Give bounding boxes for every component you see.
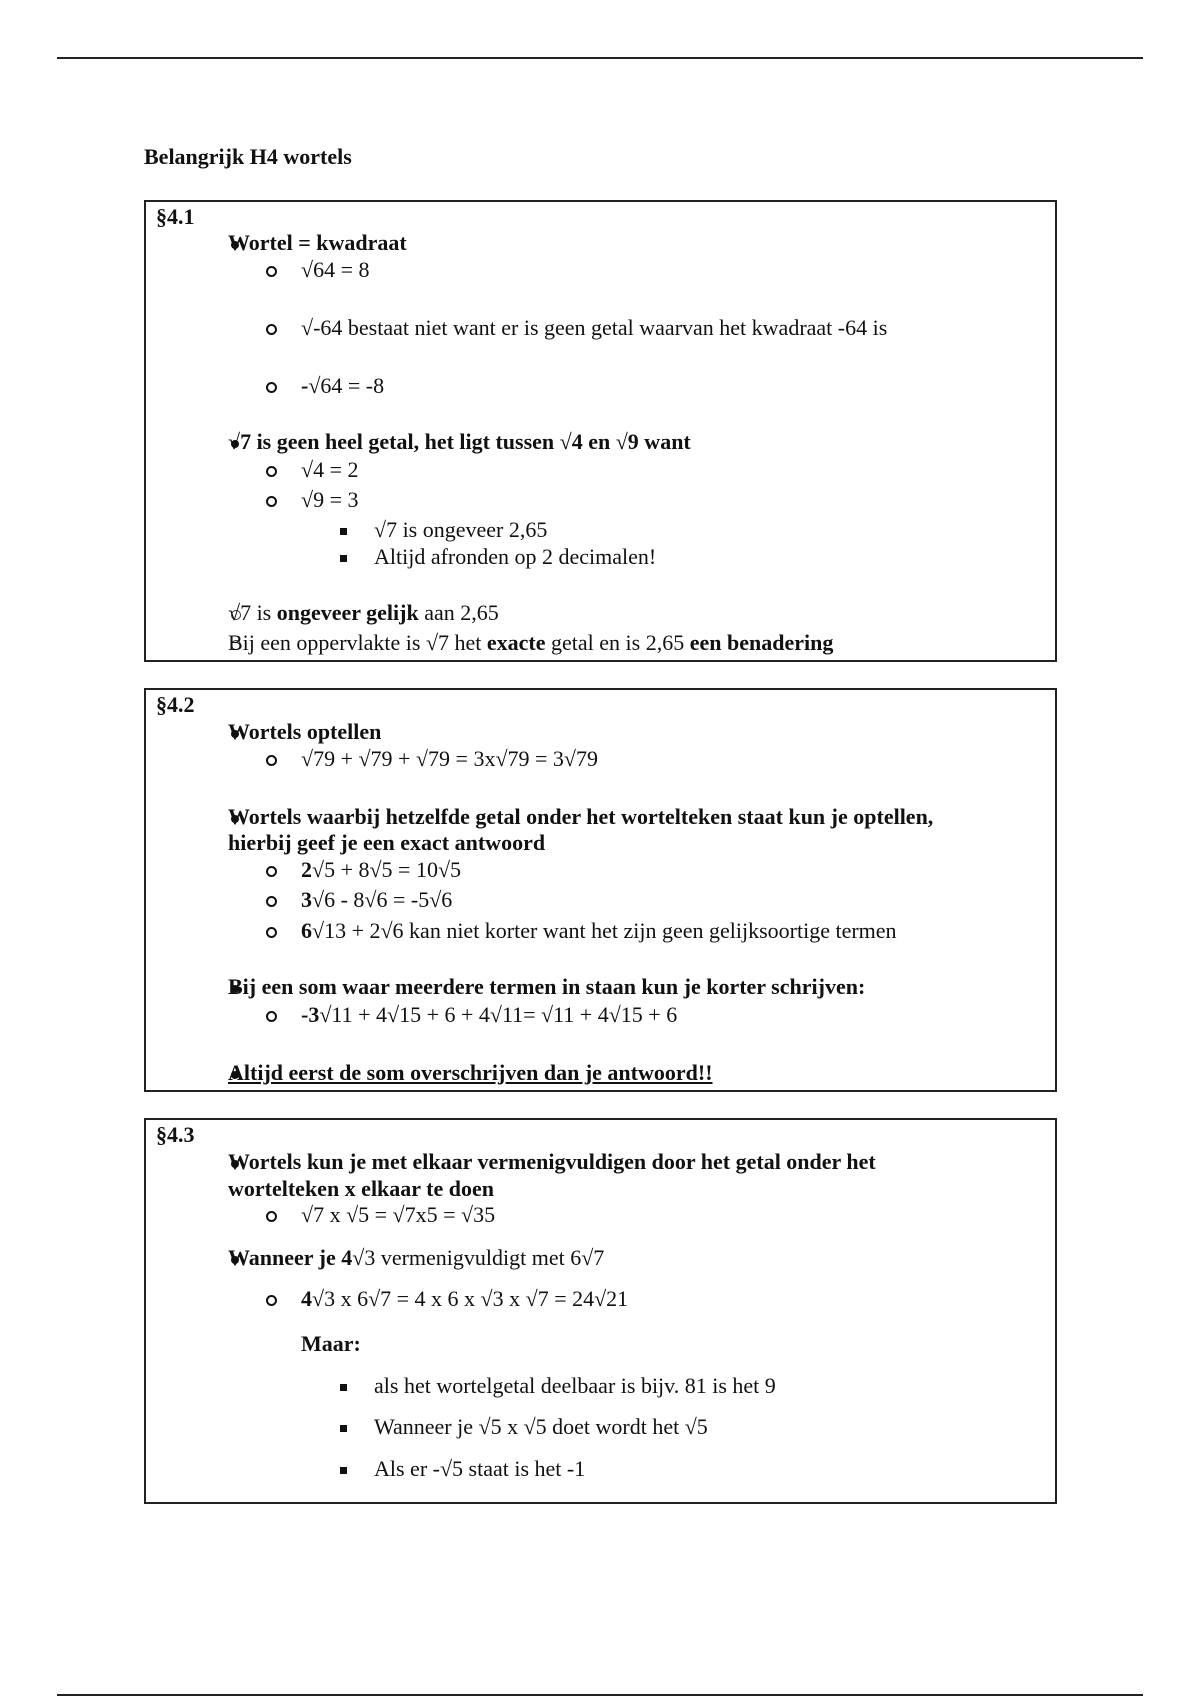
- section-4-3-box: [144, 1118, 1057, 1504]
- list-item: Wortel = kwadraat: [228, 230, 407, 255]
- list-item: 2√5 + 8√5 = 10√5: [301, 857, 462, 882]
- list-item: Altijd eerst de som overschrijven dan je antwoord!!: [228, 1060, 713, 1085]
- bullet-square-icon: [340, 545, 347, 569]
- bullet-ring-icon: [266, 1203, 277, 1227]
- list-item: Bij een oppervlakte is √7 het exacte getal en is 2,65 een benadering: [228, 630, 834, 655]
- bullet-square-icon: [340, 1457, 347, 1481]
- bullet-ring-icon: [266, 374, 277, 398]
- list-item: √79 + √79 + √79 = 3x√79 = 3√79: [301, 746, 598, 771]
- document-title: Belangrijk H4 wortels: [144, 144, 352, 169]
- bullet-ring-icon: [266, 488, 277, 512]
- bullet-square-icon: [340, 1374, 347, 1398]
- list-item: 6√13 + 2√6 kan niet korter want het zijn geen gelijksoortige termen: [301, 918, 897, 943]
- bullet-ring-icon: [266, 1287, 277, 1311]
- list-item: Wortels kun je met elkaar vermenigvuldigen door het getal onder het: [228, 1149, 876, 1174]
- list-item: als het wortelgetal deelbaar is bijv. 81 is het 9: [374, 1373, 776, 1398]
- list-item: Wortels optellen: [228, 719, 382, 744]
- list-item: √7 is geen heel getal, het ligt tussen √4 en √9 want: [228, 429, 691, 454]
- top-rule: [57, 57, 1143, 59]
- section-heading: §4.2: [156, 692, 195, 717]
- section-heading: §4.1: [156, 204, 195, 229]
- list-item: Wortels waarbij hetzelfde getal onder het wortelteken staat kun je optellen,: [228, 804, 934, 829]
- bullet-square-icon: [340, 518, 347, 542]
- bullet-ring-icon: [266, 258, 277, 282]
- list-item: Als er -√5 staat is het -1: [374, 1456, 586, 1481]
- note-label: Maar:: [301, 1331, 361, 1356]
- bullet-ring-icon: [266, 858, 277, 882]
- bullet-ring-icon: [266, 919, 277, 943]
- list-item: 3√6 - 8√6 = -5√6: [301, 887, 453, 912]
- list-item: Wanneer je 4√3 vermenigvuldigt met 6√7: [228, 1245, 605, 1270]
- list-item: 4√3 x 6√7 = 4 x 6 x √3 x √7 = 24√21: [301, 1286, 629, 1311]
- list-item: -3√11 + 4√15 + 6 + 4√11= √11 + 4√15 + 6: [301, 1002, 678, 1027]
- list-item-continuation: hierbij geef je een exact antwoord: [228, 830, 546, 855]
- list-item-continuation: wortelteken x elkaar te doen: [228, 1176, 494, 1201]
- bottom-rule: [57, 1694, 1143, 1696]
- list-item: Altijd afronden op 2 decimalen!: [374, 544, 657, 569]
- bullet-ring-icon: [266, 1003, 277, 1027]
- section-heading: §4.3: [156, 1122, 195, 1147]
- list-item: √-64 bestaat niet want er is geen getal waarvan het kwadraat -64 is: [301, 315, 888, 340]
- list-item: √7 is ongeveer 2,65: [374, 517, 548, 542]
- list-item: √64 = 8: [301, 257, 370, 282]
- bullet-square-icon: [340, 1415, 347, 1439]
- list-item: √7 x √5 = √7x5 = √35: [301, 1202, 496, 1227]
- bullet-ring-icon: [266, 747, 277, 771]
- section-4-1-box: [144, 200, 1057, 662]
- list-item: Bij een som waar meerdere termen in staan kun je korter schrijven:: [228, 974, 866, 999]
- section-4-2-box: [144, 688, 1057, 1092]
- list-item: √9 = 3: [301, 487, 359, 512]
- list-item: √4 = 2: [301, 457, 359, 482]
- bullet-ring-icon: [266, 316, 277, 340]
- list-item: √7 is ongeveer gelijk aan 2,65: [228, 600, 499, 625]
- bullet-ring-icon: [266, 458, 277, 482]
- bullet-ring-icon: [266, 888, 277, 912]
- list-item: Wanneer je √5 x √5 doet wordt het √5: [374, 1414, 708, 1439]
- list-item: -√64 = -8: [301, 373, 385, 398]
